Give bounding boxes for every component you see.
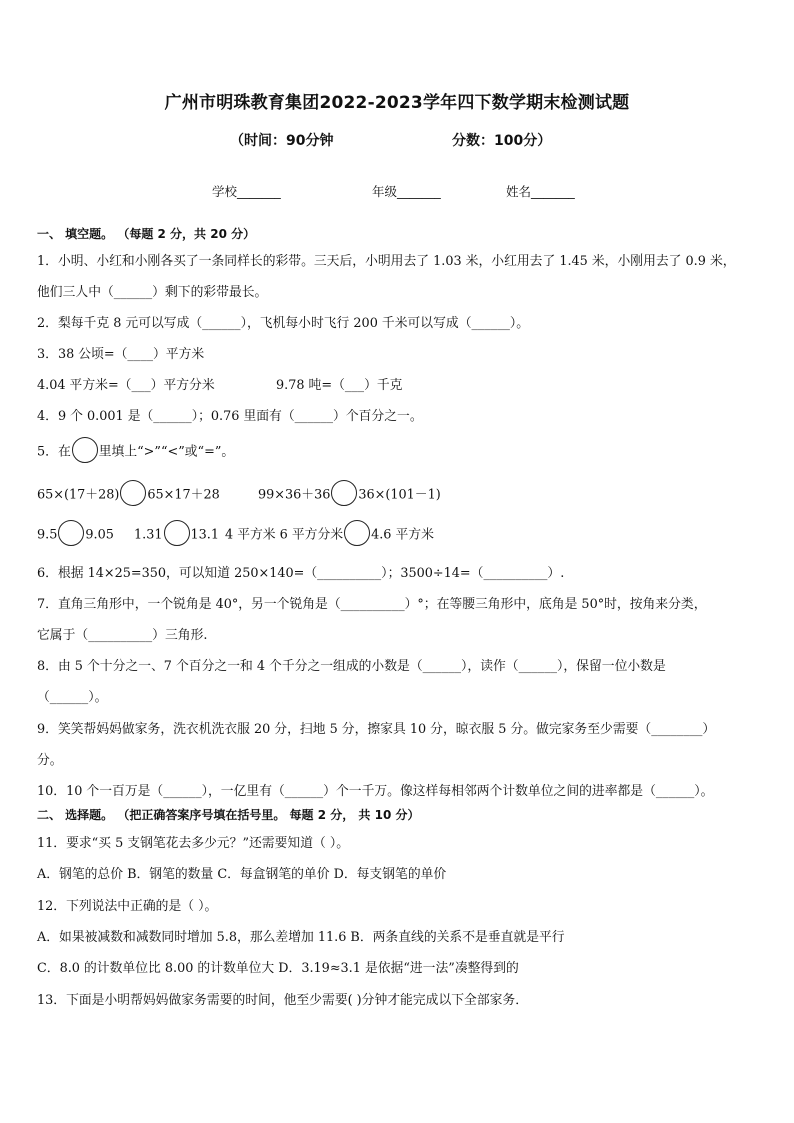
question-5-row-1b	[258, 482, 441, 508]
exam-time: （时间：90分钟	[230, 133, 334, 149]
question-8-line-2: （______）。	[37, 690, 108, 705]
question-5	[37, 439, 234, 465]
answer-circle[interactable]	[331, 480, 357, 506]
question-13: 13．下面是小明帮妈妈做家务需要的时间，他至少需要( )分钟才能完成以下全部家务．	[37, 993, 529, 1008]
expression: 4.6 平方米	[371, 527, 434, 543]
question-9-line-2: 分。	[37, 753, 63, 768]
question-5-row-2b	[134, 522, 219, 548]
question-7-line-1: 7．直角三角形中，一个锐角是 40°，另一个锐角是（__________）°；在等腰三角形中，底角是 50°时，按角来分类，	[37, 597, 707, 612]
expression: 4 平方米 6 平方分米	[225, 527, 344, 543]
answer-circle[interactable]	[58, 520, 84, 546]
question-6: 6．根据 14×25=350，可以知道 250×140=（__________）；3500÷14=（__________）.	[37, 566, 565, 581]
question-12-options-ab: A．如果被减数和减数同时增加 5.8，那么差增加 11.6 B．两条直线的关系不是垂直就是平行	[37, 930, 565, 945]
expression: 65×17＋28	[147, 487, 220, 503]
question-5-row-2a	[37, 522, 114, 548]
question-5-row-1a	[37, 482, 220, 508]
question-8-line-1: 8．由 5 个十分之一、7 个百分之一和 4 个千分之一组成的小数是（______），读作（______），保留一位小数是	[37, 659, 666, 674]
question-5-instruction: 里填上“>”“<”或“=”。	[98, 444, 235, 460]
expression: 1.31	[134, 527, 163, 543]
question-5-prefix: 5．在	[37, 444, 71, 460]
question-7-line-2: 它属于（__________）三角形.	[37, 628, 208, 643]
question-3-part-a: 4.04 平方米=（___）平方分米	[37, 378, 215, 393]
expression: 9.05	[85, 527, 114, 543]
question-5-row-2c	[225, 522, 434, 548]
section-fill-in-blank: 一、 填空题。 （每题 2 分，共 20 分）	[37, 227, 256, 241]
expression: 13.1	[190, 527, 219, 543]
exam-score: 分数：100分）	[452, 133, 552, 149]
expression: 99×36＋36	[258, 487, 331, 503]
question-2: 2．梨每千克 8 元可以写成（______），飞机每小时飞行 200 千米可以写成（______）。	[37, 316, 530, 331]
question-11-options: A．钢笔的总价 B．钢笔的数量 C．每盒钢笔的单价 D．每支钢笔的单价	[37, 867, 447, 882]
question-4: 4．9 个 0.001 是（______）；0.76 里面有（______）个百分之一。	[37, 409, 423, 424]
answer-circle[interactable]	[120, 480, 146, 506]
question-11: 11．要求“买 5 支钢笔花去多少元？”还需要知道（ ）。	[37, 836, 350, 851]
answer-circle[interactable]	[72, 437, 98, 463]
question-10: 10．10 个一百万是（______），一亿里有（______）个一千万。像这样每相邻两个计数单位之间的进率都是（______）。	[37, 784, 714, 799]
expression: 65×(17＋28)	[37, 487, 120, 503]
school-field: 学校_______	[212, 184, 281, 199]
question-3: 3．38 公顷=（____）平方米	[37, 347, 205, 362]
answer-circle[interactable]	[344, 520, 370, 546]
page-title: 广州市明珠教育集团2022-2023学年四下数学期末检测试题	[164, 93, 630, 113]
grade-field: 年级_______	[372, 184, 441, 199]
question-12: 12．下列说法中正确的是（ ）。	[37, 899, 218, 914]
answer-circle[interactable]	[164, 520, 190, 546]
expression: 36×(101－1)	[358, 487, 441, 503]
expression: 9.5	[37, 527, 58, 543]
question-1-line-2: 他们三人中（______）剩下的彩带最长。	[37, 285, 268, 300]
question-12-options-cd: C．8.0 的计数单位比 8.00 的计数单位大 D．3.19≈3.1 是依据“进一法”凑整得到的	[37, 961, 519, 976]
question-3-part-b: 9.78 吨=（___）千克	[276, 378, 403, 393]
question-9-line-1: 9．笑笑帮妈妈做家务，洗衣机洗衣服 20 分，扫地 5 分，擦家具 10 分，晾衣服 5 分。做完家务至少需要（________）	[37, 722, 716, 737]
question-1-line-1: 1．小明、小红和小刚各买了一条同样长的彩带。三天后，小明用去了 1.03 米，小红用去了 1.45 米，小刚用去了 0.9 米，	[37, 254, 736, 269]
section-multiple-choice: 二、 选择题。 （把正确答案序号填在括号里。 每题 2 分， 共 10 分）	[37, 808, 420, 822]
name-field: 姓名_______	[506, 184, 575, 199]
